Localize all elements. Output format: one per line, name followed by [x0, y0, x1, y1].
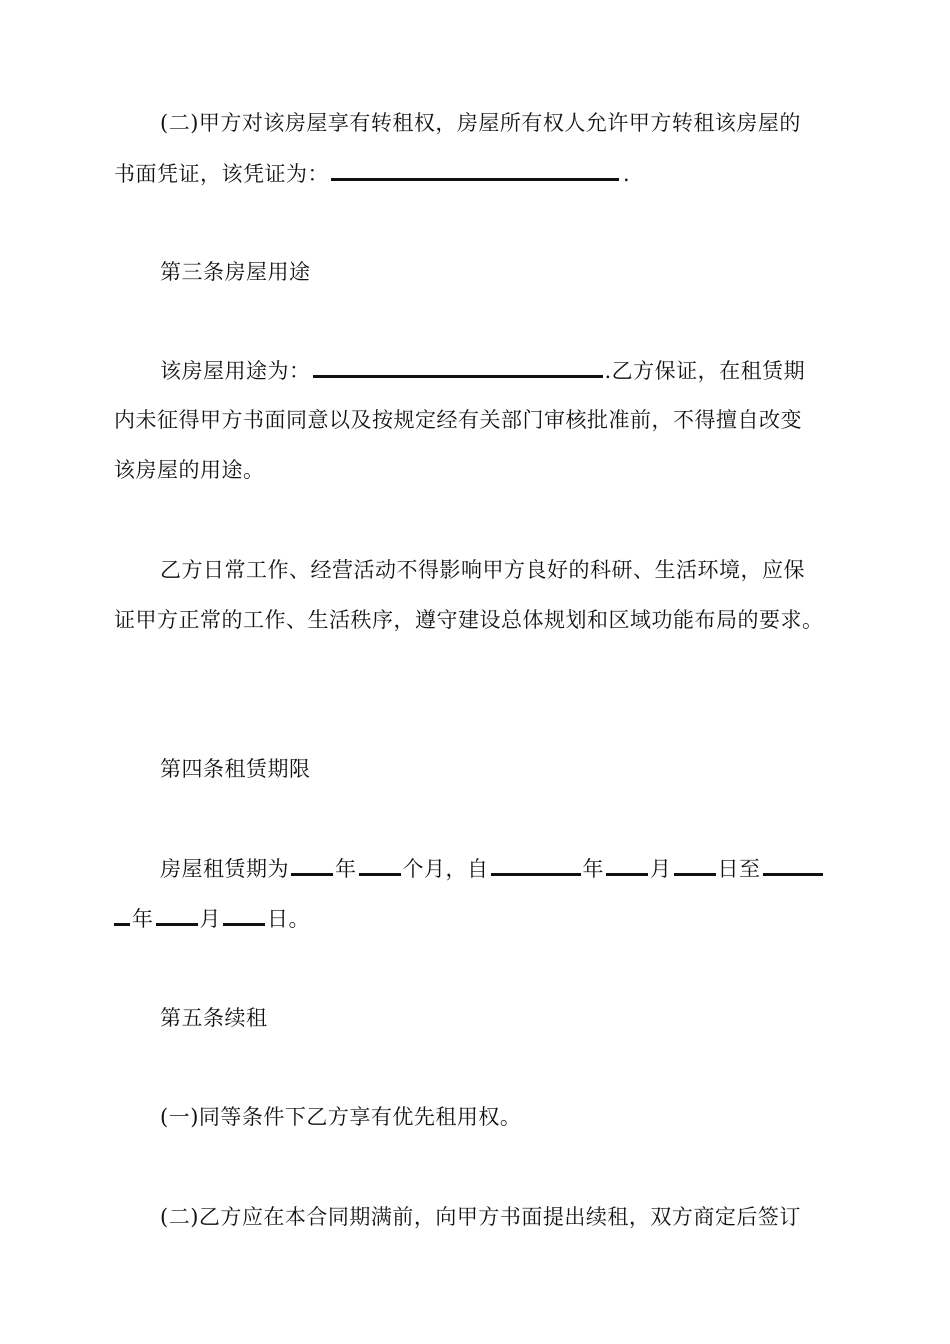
article-4-line-1	[160, 854, 825, 884]
end-year-label: 年	[132, 907, 154, 931]
article-3-heading: 第三条房屋用途	[160, 260, 311, 284]
start-day-to-label: 日至	[717, 857, 761, 881]
article-3-line-2: 内未征得甲方书面同意以及按规定经有关部门审核批准前，不得擅自改变	[114, 408, 802, 432]
end-month-label: 月	[199, 907, 221, 931]
end-year-blank-b	[114, 905, 130, 926]
article-4-heading: 第四条租赁期限	[160, 757, 311, 781]
end-year-blank-a	[763, 855, 823, 876]
lease-term-label: 房屋租赁期为	[160, 857, 289, 881]
clause-2-line-1: (二)甲方对该房屋享有转租权，房屋所有权人允许甲方转租该房屋的	[160, 111, 801, 135]
months-blank	[359, 855, 401, 876]
article-3-para-2-line-2: 证甲方正常的工作、生活秩序，遵守建设总体规划和区域功能布局的要求。	[114, 608, 824, 632]
year-label: 年	[335, 857, 357, 881]
certificate-blank	[331, 160, 619, 181]
clause-2-line-2	[114, 159, 630, 189]
end-month-blank	[156, 905, 198, 926]
article-3-line-1-start: 该房屋用途为：	[160, 359, 311, 383]
start-day-blank	[674, 855, 716, 876]
end-day-blank	[223, 905, 265, 926]
start-year-label: 年	[582, 857, 604, 881]
clause-2-line-2-text: 书面凭证，该凭证为：	[114, 162, 329, 186]
article-4-line-2	[114, 904, 310, 934]
start-month-label: 月	[650, 857, 672, 881]
months-from-label: 个月，自	[402, 857, 489, 881]
start-year-blank	[491, 855, 581, 876]
article-5-heading: 第五条续租	[160, 1006, 268, 1030]
period: .	[623, 162, 631, 186]
article-3-line-1	[160, 356, 805, 386]
usage-blank	[313, 357, 603, 378]
article-3-line-1-end: .乙方保证，在租赁期	[604, 359, 806, 383]
article-3-line-3: 该房屋的用途。	[114, 458, 265, 482]
article-3-para-2-line-1: 乙方日常工作、经营活动不得影响甲方良好的科研、生活环境，应保	[160, 558, 805, 582]
start-month-blank	[606, 855, 648, 876]
end-day-label: 日。	[267, 907, 310, 931]
article-5-item-1: (一)同等条件下乙方享有优先租用权。	[160, 1105, 522, 1129]
years-blank	[291, 855, 333, 876]
article-5-item-2: (二)乙方应在本合同期满前，向甲方书面提出续租，双方商定后签订	[160, 1205, 801, 1229]
